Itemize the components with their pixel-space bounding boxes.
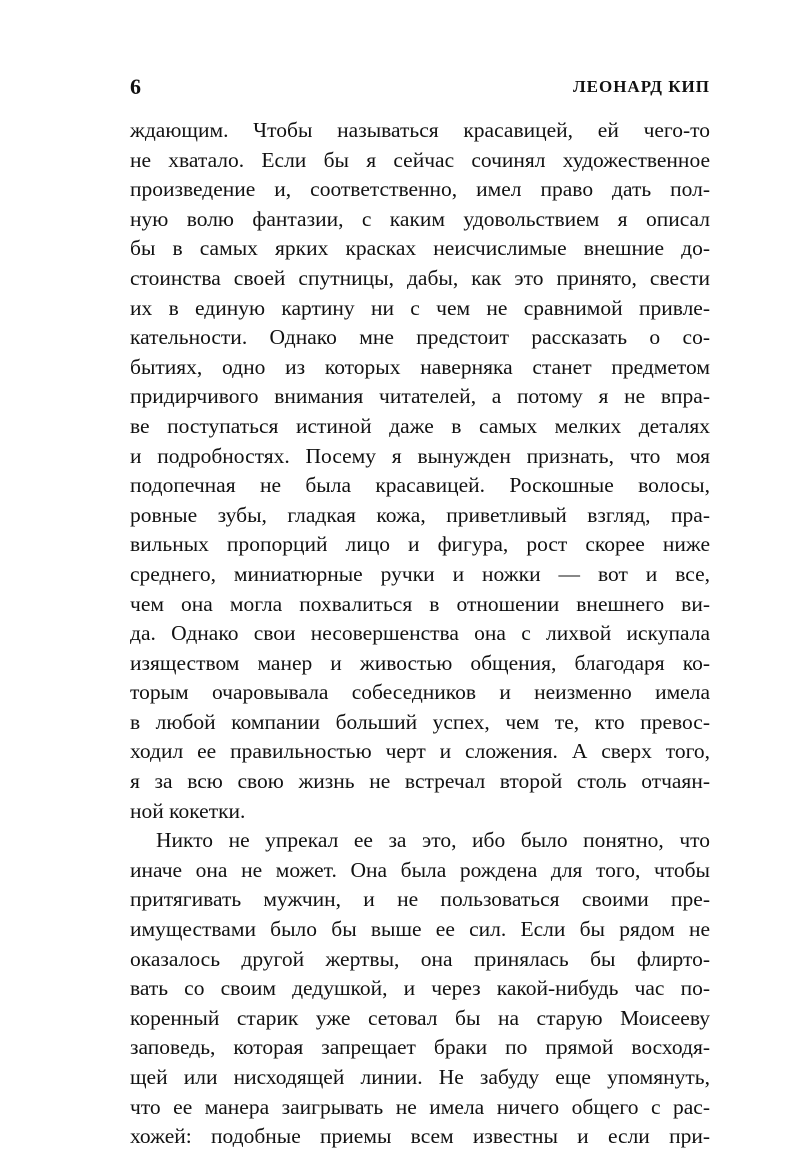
paragraph-start-line: Никто не упрекал ее за это, ибо было понятно, что: [156, 828, 710, 853]
text-line: бы в самых ярких красках неисчислимые внешние до-: [130, 236, 710, 261]
text-line: вильных пропорций лицо и фигура, рост скорее ниже: [130, 532, 710, 557]
text-line: ждающим. Чтобы называться красавицей, ей чего-то: [130, 118, 710, 142]
paragraph-end-line: ной кокетки.: [130, 798, 246, 823]
text-line: подопечная не была красавицей. Роскошные волосы,: [130, 473, 710, 498]
text-line: заповедь, которая запрещает браки по прямой восходя-: [130, 1035, 710, 1060]
text-line: произведение и, соответственно, имел право дать пол-: [130, 177, 710, 202]
text-line: коренный старик уже сетовал бы на старую Моисееву: [130, 1005, 710, 1030]
text-line: изяществом манер и живостью общения, благодаря ко-: [130, 650, 710, 675]
text-line: имуществами было бы выше ее сил. Если бы рядом не: [130, 917, 710, 942]
text-line: кательности. Однако мне предстоит рассказать о со-: [130, 325, 710, 350]
text-line: ную волю фантазии, с каким удовольствием я описал: [130, 206, 710, 231]
text-line: бытиях, одно из которых наверняка станет предметом: [130, 354, 710, 379]
text-line: оказалось другой жертвы, она принялась бы флирто-: [130, 946, 710, 971]
text-line: я за всю свою жизнь не встречал второй столь отчаян-: [130, 769, 710, 794]
running-head: ЛЕОНАРД КИП: [572, 77, 710, 96]
text-line: среднего, миниатюрные ручки и ножки — вот и все,: [130, 561, 710, 586]
text-line: что ее манера заигрывать не имела ничего общего с рас-: [130, 1094, 710, 1119]
text-line: ходил ее правильностью черт и сложения. А сверх того,: [130, 739, 710, 764]
text-line: стоинства своей спутницы, дабы, как это принято, свести: [130, 265, 710, 290]
text-line: и подробностях. Посему я вынужден признать, что моя: [130, 443, 710, 468]
text-line: чем она могла похвалиться в отношении внешнего ви-: [130, 591, 710, 616]
text-line: хожей: подобные приемы всем известны и если при-: [130, 1124, 710, 1149]
page-number: 6: [130, 74, 141, 99]
text-line: притягивать мужчин, и не пользоваться своими пре-: [130, 887, 710, 912]
body-text: [130, 116, 710, 1152]
text-line: в любой компании больший успех, чем те, кто превос-: [130, 709, 710, 734]
text-line: иначе она не может. Она была рождена для того, чтобы: [130, 857, 710, 882]
text-line: торым очаровывала собеседников и неизменно имела: [130, 680, 710, 705]
text-line: ве поступаться истиной даже в самых мелких деталях: [130, 413, 710, 438]
text-line: вать со своим дедушкой, и через какой-нибудь час по-: [130, 976, 710, 1001]
text-line: придирчивого внимания читателей, а потому я не впра-: [130, 384, 710, 409]
text-line: не хватало. Если бы я сейчас сочинял художественное: [130, 147, 710, 172]
text-line: их в единую картину ни с чем не сравнимой привле-: [130, 295, 710, 320]
text-line: щей или нисходящей линии. Не забуду еще упомянуть,: [130, 1065, 710, 1089]
text-line: да. Однако свои несовершенства она с лихвой искупала: [130, 621, 710, 646]
text-line: ровные зубы, гладкая кожа, приветливый взгляд, пра-: [130, 502, 710, 527]
page-header: [130, 72, 710, 102]
